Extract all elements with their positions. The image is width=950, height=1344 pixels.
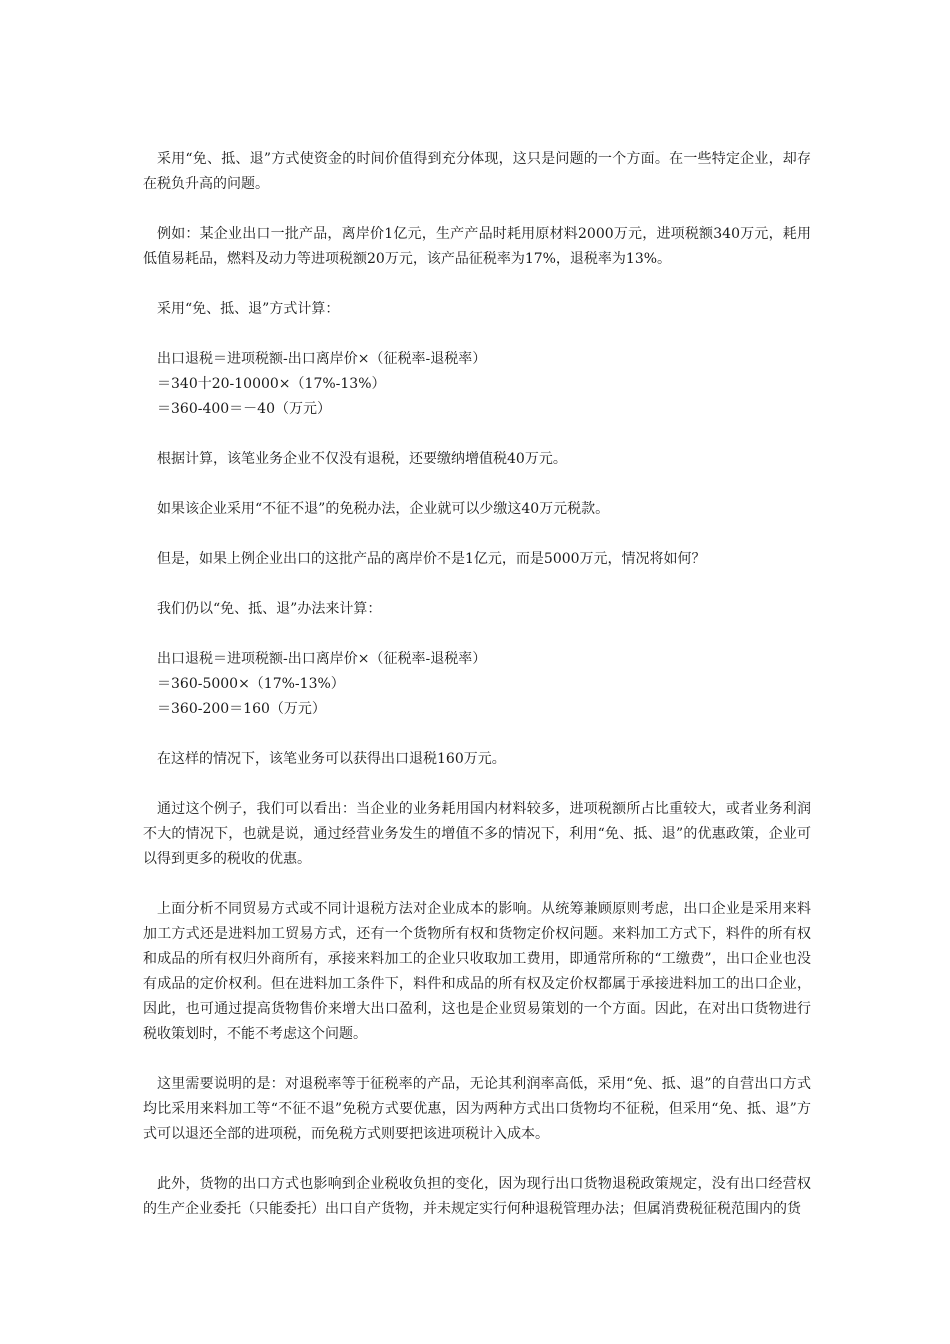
paragraph-note: 这里需要说明的是：对退税率等于征税率的产品，无论其利润率高低，采用“免、抵、退”的自营出口方式均比采用来料加工等“不征不退”免税方式要优惠，因为两种方式出口货物均不征税，但采用“免、抵、退”方式可以退还全部的进项税，而免税方式则要把该进项税计入成本。 xyxy=(143,1076,811,1142)
paragraph-intro: 采用“免、抵、退”方式使资金的时间价值得到充分体现，这只是问题的一个方面。在一些特定企业，却存在税负升高的问题。 xyxy=(143,151,811,192)
formula-block-1 xyxy=(143,347,811,422)
formula-line: ＝360-400＝－40（万元） xyxy=(157,401,331,417)
formula-line: 出口退税＝进项税额-出口离岸价×（征税率-退税率） xyxy=(157,651,487,667)
paragraph-method-heading-2: 我们仍以“免、抵、退”办法来计算： xyxy=(157,601,382,617)
paragraph-export-method: 此外，货物的出口方式也影响到企业税收负担的变化，因为现行出口货物退税政策规定，没有出口经营权的生产企业委托（只能委托）出口自产货物，并未规定实行何种退税管理办法；但属消费税征税范围内的货 xyxy=(143,1176,811,1217)
paragraph-analysis: 上面分析不同贸易方式或不同计退税方法对企业成本的影响。从统筹兼顾原则考虑，出口企业是采用来料加工方式还是进料加工贸易方式，还有一个货物所有权和货物定价权问题。来料加工方式下，料件的所有权和成品的所有权归外商所有，承接来料加工的企业只收取加工费用，即通常所称的“工缴费”，出口企业也没有成品的定价权利。但在进料加工条件下，料件和成品的所有权及定价权都属于承接进料加工的出口企业，因此，也可通过提高货物售价来增大出口盈利，这也是企业贸易策划的一个方面。因此，在对出口货物进行税收策划时，不能不考虑这个问题。 xyxy=(143,901,811,1042)
paragraph-result-2: 在这样的情况下，该笔业务可以获得出口退税160万元。 xyxy=(157,751,506,767)
formula-line: ＝360-5000×（17%-13%） xyxy=(157,676,345,692)
formula-block-2 xyxy=(143,647,811,722)
paragraph-method-heading: 采用“免、抵、退”方式计算： xyxy=(157,301,340,317)
formula-line: ＝340十20-10000×（17%-13%） xyxy=(157,376,386,392)
paragraph-question: 但是，如果上例企业出口的这批产品的离岸价不是1亿元，而是5000万元，情况将如何？ xyxy=(157,551,706,567)
formula-line: ＝360-200＝160（万元） xyxy=(157,701,326,717)
paragraph-example: 例如：某企业出口一批产品，离岸价1亿元，生产产品时耗用原材料2000万元，进项税额340万元，耗用低值易耗品，燃料及动力等进项税额20万元，该产品征税率为17%，退税率为13%。 xyxy=(143,226,811,267)
document-body xyxy=(143,147,811,1247)
paragraph-exempt-method: 如果该企业采用“不征不退”的免税办法，企业就可以少缴这40万元税款。 xyxy=(157,501,610,517)
formula-line: 出口退税＝进项税额-出口离岸价×（征税率-退税率） xyxy=(157,351,487,367)
paragraph-conclusion: 通过这个例子，我们可以看出：当企业的业务耗用国内材料较多，进项税额所占比重较大，或者业务利润不大的情况下，也就是说，通过经营业务发生的增值不多的情况下，利用“免、抵、退”的优惠政策，企业可以得到更多的税收的优惠。 xyxy=(143,801,811,867)
paragraph-result-1: 根据计算，该笔业务企业不仅没有退税，还要缴纳增值税40万元。 xyxy=(157,451,567,467)
